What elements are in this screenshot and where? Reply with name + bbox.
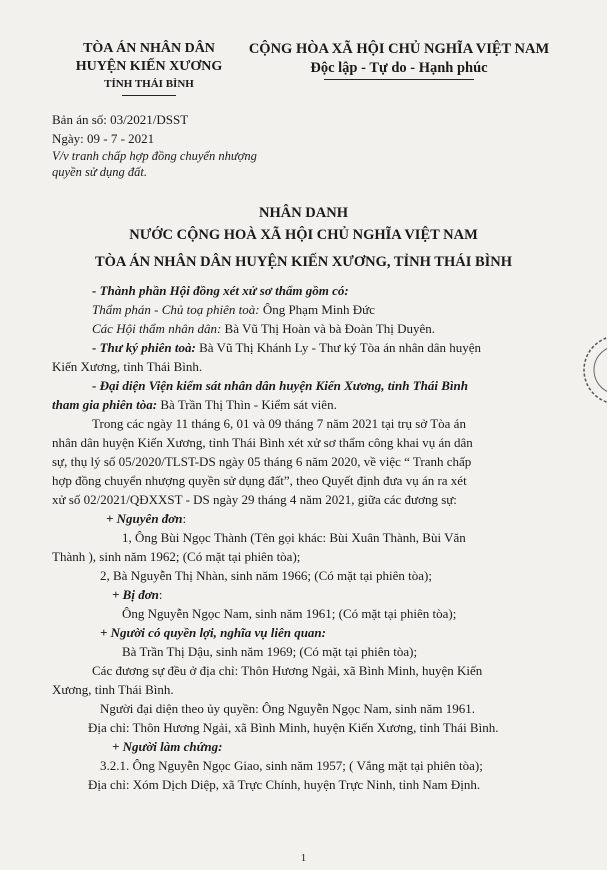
- procuracy-text: Bà Trần Thị Thìn - Kiểm sát viên.: [160, 397, 337, 412]
- procuracy-label-2: tham gia phiên tòa:: [52, 397, 161, 412]
- para1-line1: Trong các ngày 11 tháng 6, 01 và 09 tháng 7 năm 2021 tại trụ sở Tòa án: [92, 416, 466, 431]
- plaintiff1-line1: 1, Ông Bùi Ngọc Thành (Tên gọi khác: Bùi Xuân Thành, Bùi Văn: [122, 530, 466, 545]
- judge-line: [52, 300, 562, 319]
- motto-underline: [324, 79, 474, 80]
- national-motto: Độc lập - Tự do - Hạnh phúc: [310, 60, 488, 76]
- title-in-the-name: NHÂN DANH: [258, 205, 348, 221]
- witness-line: 3.2.1. Ông Nguyễn Ngọc Giao, sinh năm 1957; ( Vắng mặt tại phiên tòa);: [100, 758, 483, 773]
- case-subject-line1: V/v tranh chấp hợp đồng chuyển nhượng: [52, 149, 257, 163]
- witness-heading: + Người làm chứng:: [112, 739, 223, 754]
- case-meta: [52, 110, 257, 180]
- national-header: [240, 40, 558, 80]
- page-number: 1: [300, 852, 307, 864]
- para1-line4: hợp đồng chuyển nhượng quyền sử dụng đất”, theo Quyết định đưa vụ án ra xét: [52, 473, 467, 488]
- jurors-names: Bà Vũ Thị Hoàn và bà Đoàn Thị Duyên.: [224, 321, 436, 336]
- court-name-line2: HUYỆN KIẾN XƯƠNG: [75, 59, 223, 74]
- plaintiff-colon: :: [182, 511, 187, 526]
- case-date: Ngày: 09 - 7 - 2021: [52, 131, 155, 146]
- jurors-label: Các Hội thẩm nhân dân:: [92, 321, 225, 336]
- defendant-line: Ông Nguyễn Ngọc Nam, sinh năm 1961; (Có mặt tại phiên tòa);: [122, 606, 457, 621]
- case-number: Bản án số: 03/2021/DSST: [52, 112, 189, 127]
- jurors-line: [52, 319, 562, 338]
- representative-line: Người đại diện theo ủy quyền: Ông Nguyễn Ngọc Nam, sinh năm 1961.: [100, 701, 475, 716]
- defendant-colon: :: [158, 587, 163, 602]
- seal-stamp-icon: [578, 330, 607, 410]
- para1-line5: xử số 02/2021/QĐXXST - DS ngày 29 tháng 4 năm 2021, giữa các đương sự:: [52, 492, 457, 507]
- plaintiff-heading: + Nguyên đơn: [106, 511, 183, 526]
- para1-line3: sự, thụ lý số 05/2020/TLST-DS ngày 05 tháng 6 năm 2020, về việc “ Tranh chấp: [52, 454, 472, 469]
- defendant-heading-line: [52, 585, 562, 604]
- clerk-text: Bà Vũ Thị Khánh Ly - Thư ký Tòa án nhân dân huyện: [199, 340, 482, 355]
- plaintiff2-line: 2, Bà Nguyễn Thị Nhàn, sinh năm 1966; (Có mặt tại phiên tòa);: [100, 568, 432, 583]
- address-line1: Các đương sự đều ở địa chỉ: Thôn Hương Ngải, xã Bình Minh, huyện Kiến: [92, 663, 483, 678]
- procuracy-label-1: - Đại diện Viện kiểm sát nhân dân huyện Kiến Xương, tỉnh Thái Bình: [92, 378, 468, 393]
- court-province: TỈNH THÁI BÌNH: [104, 78, 194, 90]
- defendant-heading: + Bị đơn: [112, 587, 159, 602]
- judge-name: Ông Phạm Minh Đức: [262, 302, 375, 317]
- case-subject-line2: quyền sử dụng đất.: [52, 165, 148, 179]
- plaintiff1-line2: Thành ), sinh năm 1962; (Có mặt tại phiên tòa);: [52, 549, 301, 564]
- procuracy-line-2: [52, 395, 562, 414]
- para1-line2: nhân dân huyện Kiến Xương, tỉnh Thái Bình xét xử sơ thẩm công khai vụ án dân: [52, 435, 473, 450]
- witness-address-line: Địa chỉ: Xóm Dịch Diệp, xã Trực Chính, huyện Trực Ninh, tỉnh Nam Định.: [88, 777, 481, 792]
- clerk-label: - Thư ký phiên toà:: [92, 340, 200, 355]
- court-name-line1: TÒA ÁN NHÂN DÂN: [83, 41, 215, 56]
- judge-label: Thẩm phán - Chủ toạ phiên toà:: [92, 302, 263, 317]
- title-court: TÒA ÁN NHÂN DÂN HUYỆN KIẾN XƯƠNG, TỈNH THÁI BÌNH: [94, 254, 513, 270]
- related-heading: + Người có quyền lợi, nghĩa vụ liên quan:: [100, 625, 326, 640]
- title-republic: NƯỚC CỘNG HOÀ XÃ HỘI CHỦ NGHĨA VIỆT NAM: [129, 227, 478, 243]
- clerk-line-2: Kiến Xương, tỉnh Thái Bình.: [52, 359, 203, 374]
- related-line: Bà Trần Thị Dậu, sinh năm 1969; (Có mặt tại phiên tòa);: [122, 644, 418, 659]
- judgment-body: [52, 281, 562, 794]
- court-underline: [122, 95, 176, 96]
- clerk-line: [52, 338, 562, 357]
- address-line2: Xương, tỉnh Thái Bình.: [52, 682, 174, 697]
- panel-heading: - Thành phần Hội đồng xét xử sơ thẩm gồm có:: [92, 283, 349, 298]
- republic-name: CỘNG HÒA XÃ HỘI CHỦ NGHĨA VIỆT NAM: [248, 41, 550, 57]
- plaintiff-heading-line: [52, 509, 562, 528]
- rep-address-line: Địa chỉ: Thôn Hương Ngải, xã Bình Minh, huyện Kiến Xương, tỉnh Thái Bình.: [88, 720, 499, 735]
- court-header: [64, 40, 234, 96]
